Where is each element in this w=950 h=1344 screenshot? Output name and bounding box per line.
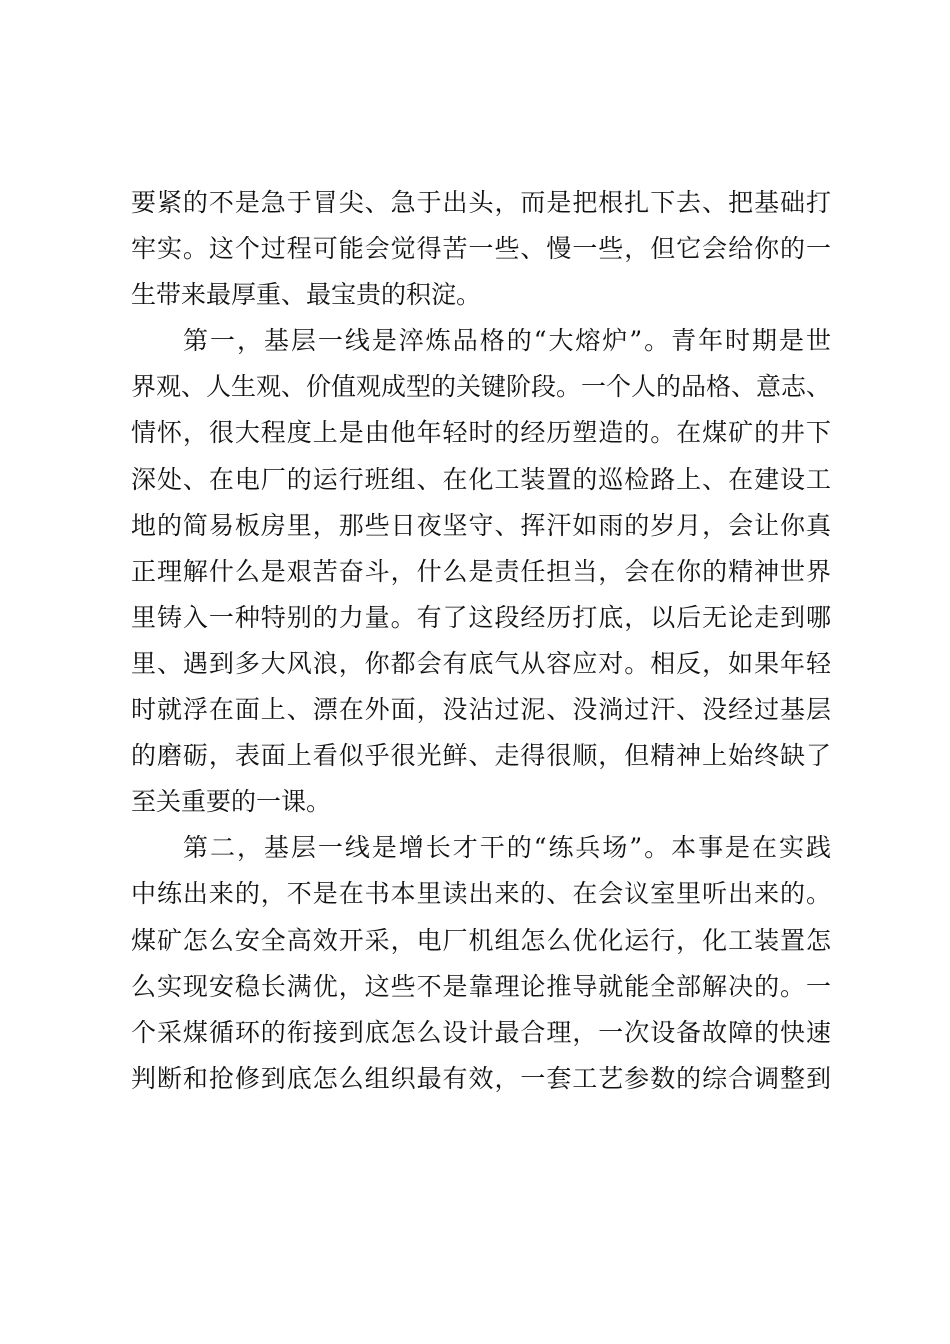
text-line: 里、遇到多大风浪，你都会有底气从容应对。相反，如果年轻	[131, 648, 831, 678]
text-line: 煤矿怎么安全高效开采，电厂机组怎么优化运行，化工装置怎	[131, 925, 831, 955]
paragraph-1	[131, 180, 831, 318]
text-line: 时就浮在面上、漂在外面，没沾过泥、没淌过汗、没经过基层	[131, 695, 831, 725]
text-line: 第一，基层一线是淬炼品格的“大熔炉”。青年时期是世	[183, 326, 831, 356]
text-line: 要紧的不是急于冒尖、急于出头，而是把根扎下去、把基础打	[131, 188, 831, 217]
text-line: 至关重要的一课。	[131, 787, 332, 817]
text-line: 里铸入一种特别的力量。有了这段经历打底，以后无论走到哪	[131, 602, 831, 632]
paragraph-3	[131, 825, 831, 1102]
paragraph-2	[131, 318, 831, 825]
text-line: 界观、人生观、价值观成型的关键阶段。一个人的品格、意志、	[131, 372, 832, 402]
text-line: 深处、在电厂的运行班组、在化工装置的巡检路上、在建设工	[131, 464, 831, 494]
text-line: 地的简易板房里，那些日夜坚守、挥汗如雨的岁月，会让你真	[131, 510, 831, 540]
text-line: 第二，基层一线是增长才干的“练兵场”。本事是在实践	[183, 833, 831, 863]
text-line: 中练出来的，不是在书本里读出来的、在会议室里听出来的。	[131, 879, 831, 909]
text-line: 情怀，很大程度上是由他年轻时的经历塑造的。在煤矿的井下	[131, 418, 831, 448]
text-line: 判断和抢修到底怎么组织最有效，一套工艺参数的综合调整到	[131, 1063, 831, 1093]
text-line: 个采煤循环的衔接到底怎么设计最合理，一次设备故障的快速	[131, 1017, 831, 1047]
text-line: 的磨砺，表面上看似乎很光鲜、走得很顺，但精神上始终缺了	[131, 741, 831, 771]
text-line: 生带来最厚重、最宝贵的积淀。	[131, 280, 482, 310]
text-line: 么实现安稳长满优，这些不是靠理论推导就能全部解决的。一	[131, 971, 831, 1001]
text-line: 正理解什么是艰苦奋斗，什么是责任担当，会在你的精神世界	[131, 556, 831, 586]
text-line: 牢实。这个过程可能会觉得苦一些、慢一些，但它会给你的一	[131, 234, 831, 264]
body-text	[131, 180, 831, 1102]
